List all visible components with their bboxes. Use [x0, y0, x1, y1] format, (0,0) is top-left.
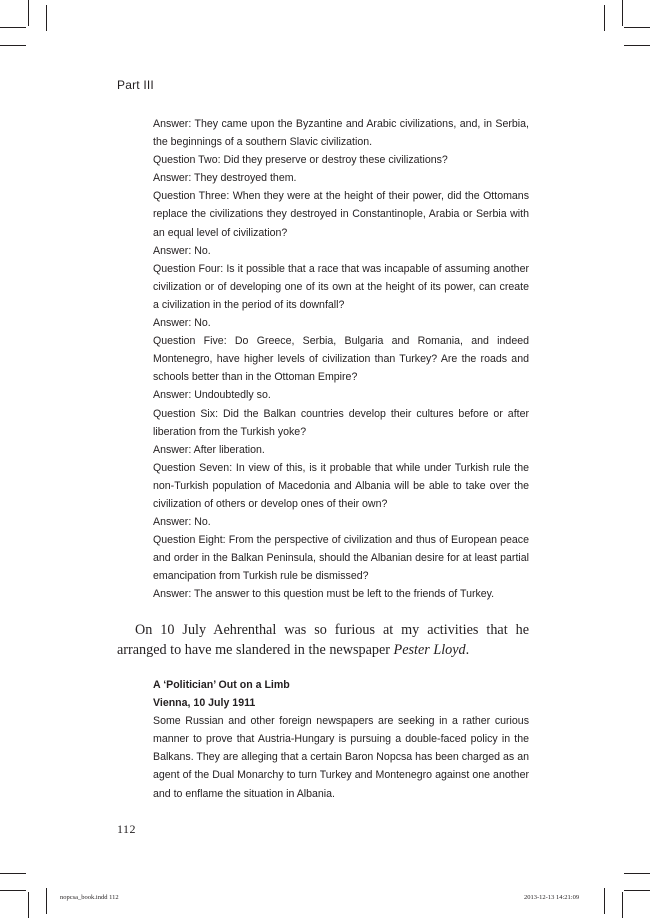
qa-line: Question Two: Did they preserve or destroy these civilizations?	[153, 154, 448, 167]
body-paragraph	[117, 620, 529, 660]
qa-line: Answer: Undoubtedly so.	[153, 389, 271, 402]
qa-line: Answer: No.	[153, 244, 211, 257]
crop-mark	[622, 0, 623, 26]
qa-line: Answer: No.	[153, 317, 211, 330]
crop-mark	[604, 888, 605, 914]
crop-mark	[624, 873, 650, 874]
body-text-end: .	[465, 642, 470, 658]
extract-dateline: Vienna, 10 July 1911	[153, 697, 256, 710]
crop-mark	[624, 27, 650, 28]
qa-line: Question Three: When they were at the height of their power, did the Ottomans replace the civilizations they destroyed in Constantinople, Arabia or Serbia with an equal level of civilization?	[153, 190, 529, 239]
qa-line: Answer: They came upon the Byzantine and Arabic civilizations, and, in Serbia, the beginnings of a southern Slavic civilization.	[153, 118, 529, 149]
qa-line: Answer: No.	[153, 516, 211, 529]
newspaper-title: Pester Lloyd	[393, 642, 466, 658]
crop-mark	[0, 45, 26, 46]
page-number: 112	[117, 822, 137, 836]
qa-line: Question Five: Do Greece, Serbia, Bulgaria and Romania, and indeed Montenegro, have higher levels of civilization than Turkey? Are the roads and schools better than in the Ottoman Empire?	[153, 335, 529, 384]
body-text: On 10 July Aehrenthal was so furious at my activities that he arranged to have me slandered in the newspaper	[117, 622, 529, 658]
crop-mark	[0, 873, 26, 874]
crop-mark	[46, 888, 47, 914]
newspaper-extract	[153, 676, 529, 803]
qa-line: Question Seven: In view of this, is it probable that while under Turkish rule the non-Turkish population of Macedonia and Albania will be able to take over the civilization of others or develop ones of their own?	[153, 461, 529, 510]
slug-timestamp: 2013-12-13 14:21:09	[524, 894, 580, 901]
crop-mark	[28, 0, 29, 26]
crop-mark	[624, 45, 650, 46]
crop-mark	[0, 27, 26, 28]
qa-line: Question Six: Did the Balkan countries develop their cultures before or after liberation from the Turkish yoke?	[153, 407, 529, 438]
qa-line: Question Eight: From the perspective of civilization and thus of European peace and order in the Balkan Peninsula, should the Albanian desire for at least partial emancipation from Turkish rule be dismissed?	[153, 534, 529, 583]
crop-mark	[28, 892, 29, 918]
crop-mark	[46, 5, 47, 31]
crop-mark	[624, 890, 650, 891]
qa-line: Answer: They destroyed them.	[153, 172, 297, 185]
extract-text: Some Russian and other foreign newspapers are seeking in a rather curious manner to prove that Austria-Hungary is pursuing a double-faced policy in the Balkans. They are alleging that a certain Baron Nopcsa has been charged as an agent of the Dual Monarchy to turn Turkey and Montenegro against one another and to enflame the situation in Albania.	[153, 715, 529, 800]
qa-line: Answer: After liberation.	[153, 443, 265, 456]
qa-line: Answer: The answer to this question must be left to the friends of Turkey.	[153, 588, 495, 601]
running-head: Part III	[117, 78, 154, 92]
qa-line: Question Four: Is it possible that a race that was incapable of assuming another civilization or of developing one of its own at the height of its power, can create a civilization in the period of its downfall?	[153, 262, 529, 311]
crop-mark	[0, 890, 26, 891]
slug-file: nopcsa_book.indd 112	[60, 894, 119, 901]
crop-mark	[604, 5, 605, 31]
crop-mark	[622, 892, 623, 918]
extract-title: A ‘Politician’ Out on a Limb	[153, 679, 290, 691]
question-answer-block	[153, 115, 529, 604]
